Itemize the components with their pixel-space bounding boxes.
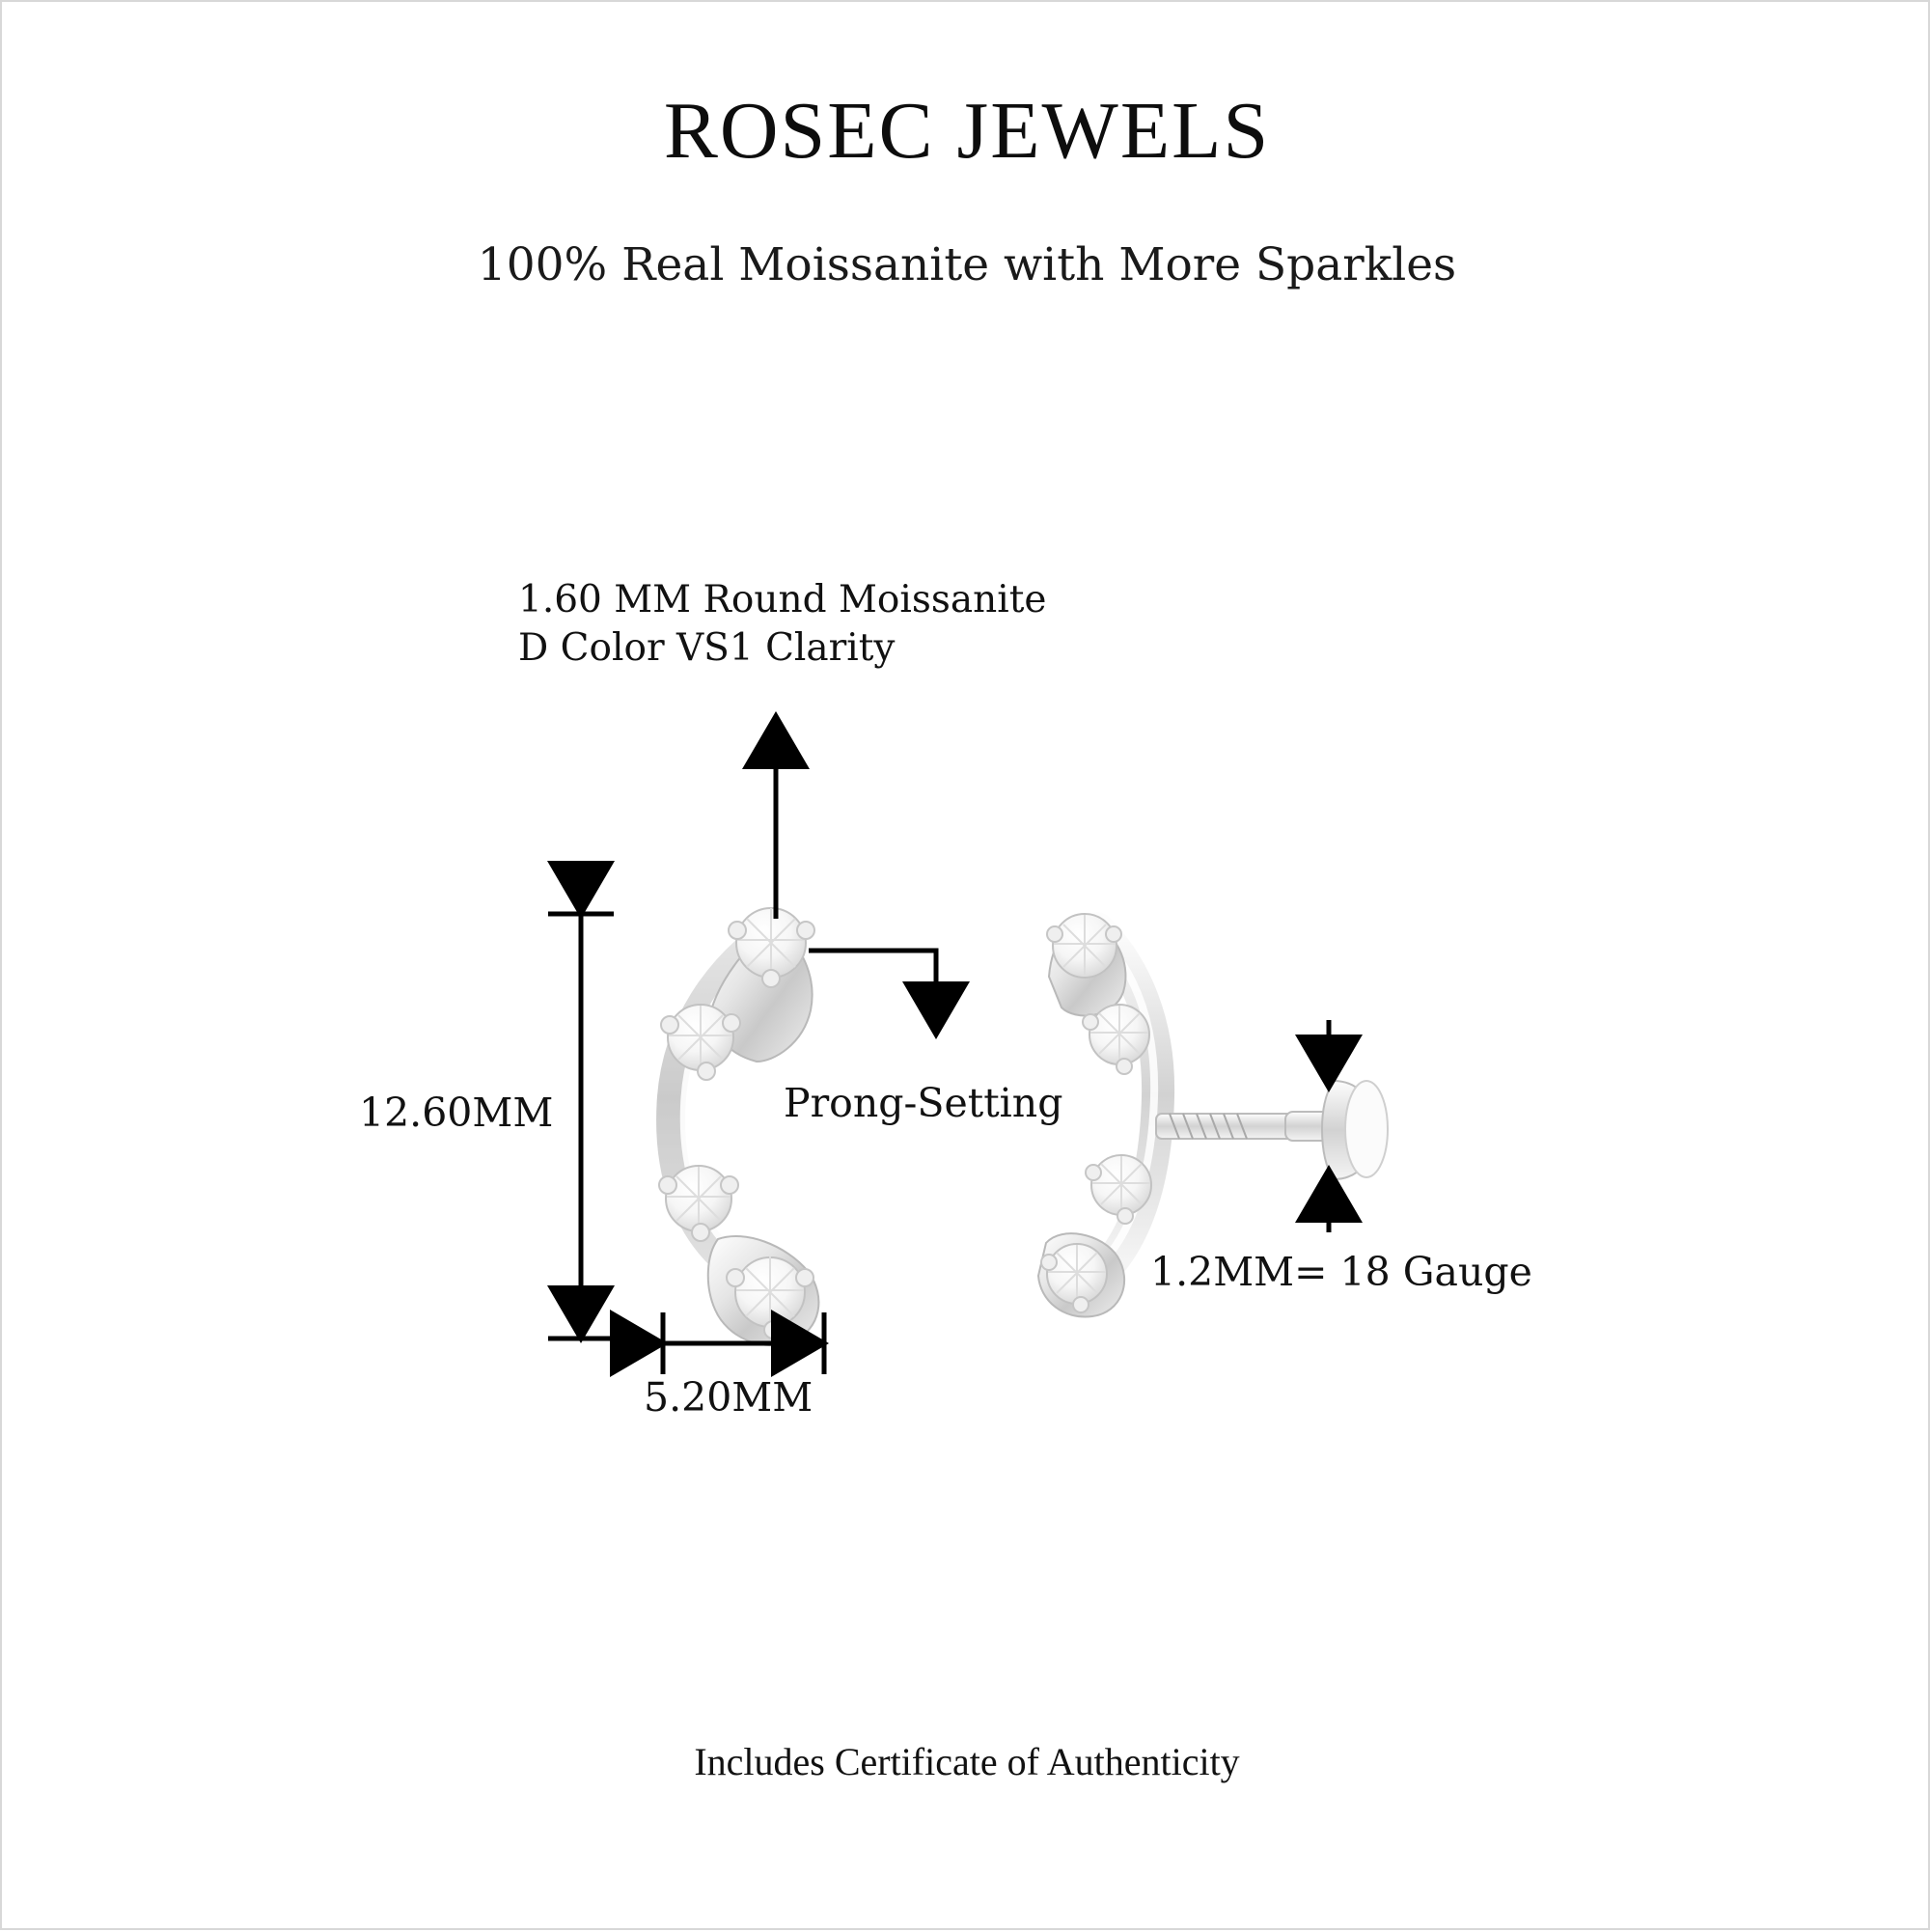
- annotation-width: 5.20MM: [644, 1374, 813, 1421]
- product-diagram: [2, 2, 1930, 1932]
- stone-setting-bottom: [708, 1236, 819, 1345]
- annotation-setting: Prong-Setting: [784, 1080, 1063, 1126]
- leader-prong-setting: [809, 951, 936, 1035]
- annotation-stone-spec: [518, 576, 1046, 673]
- threaded-post: [1156, 1112, 1343, 1141]
- stone-spec-line2: D Color VS1 Clarity: [518, 625, 896, 670]
- dimension-height: [548, 914, 614, 1339]
- page-title: ROSEC JEWELS: [663, 86, 1271, 176]
- labret-disc-back: [1322, 1081, 1388, 1179]
- annotation-gauge: 1.2MM= 18 Gauge: [1150, 1249, 1532, 1295]
- side-stone-top: [1047, 914, 1125, 1015]
- side-stone-upper-mid: [1083, 1005, 1149, 1074]
- annotation-height: 12.60MM: [359, 1090, 554, 1136]
- page-subtitle: 100% Real Moissanite with More Sparkles: [477, 238, 1457, 291]
- certificate-note: Includes Certificate of Authenticity: [694, 1740, 1240, 1783]
- stone-spec-line1: 1.60 MM Round Moissanite: [518, 578, 1047, 621]
- stone-setting-lower-mid: [659, 1166, 738, 1241]
